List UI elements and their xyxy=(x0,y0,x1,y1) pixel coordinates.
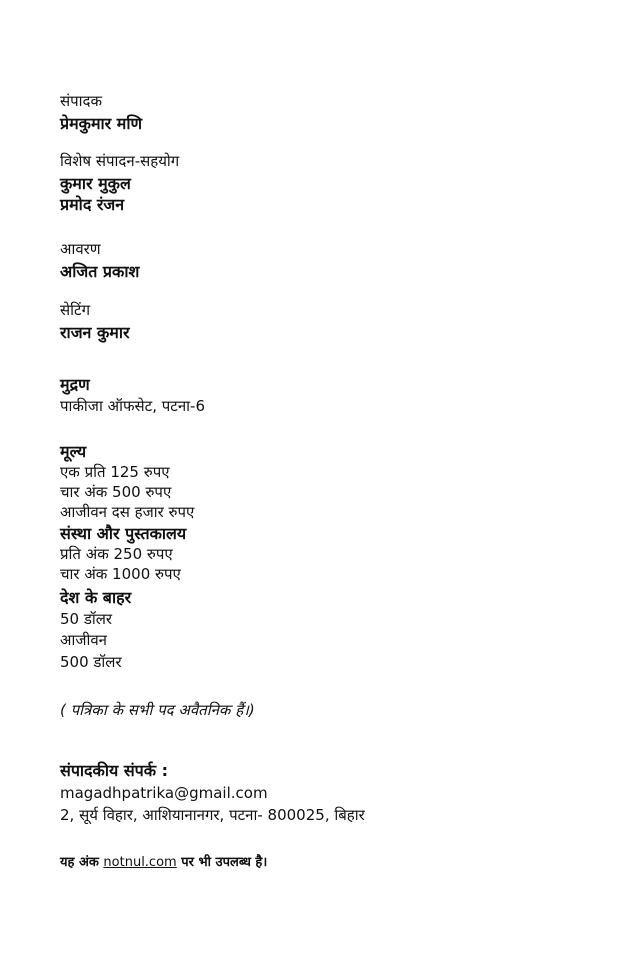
editor-label: संपादक xyxy=(60,92,103,110)
special-editing-label: विशेष संपादन-सहयोग xyxy=(60,152,180,170)
setting-label: सेटिंग xyxy=(60,301,91,319)
institutions-heading: संस्था और पुस्तकालय xyxy=(60,524,187,543)
honorary-note: ( पत्रिका के सभी पद अवैतनिक हैं।) xyxy=(60,701,255,719)
contact-address: 2, सूर्य विहार, आशियानानगर, पटना- 800025, बिहार xyxy=(60,806,365,824)
footer-suffix: पर भी उपलब्ध है। xyxy=(181,855,268,870)
special-editing-name: प्रमोद रंजन xyxy=(60,195,125,214)
institutions-line: चार अंक 1000 रुपए xyxy=(60,565,181,583)
special-editing-name: कुमार मुकुल xyxy=(60,174,131,193)
price-line: आजीवन दस हजार रुपए xyxy=(60,503,195,521)
abroad-line: आजीवन xyxy=(60,631,108,649)
price-line: एक प्रति 125 रुपए xyxy=(60,463,170,481)
abroad-line: 500 डॉलर xyxy=(60,653,122,671)
availability-footer xyxy=(60,856,267,869)
price-line: चार अंक 500 रुपए xyxy=(60,483,172,501)
printing-heading: मुद्रण xyxy=(60,375,90,394)
contact-heading: संपादकीय संपर्क : xyxy=(60,761,168,780)
abroad-line: 50 डॉलर xyxy=(60,610,113,628)
cover-name: अजित प्रकाश xyxy=(60,262,140,281)
institutions-line: प्रति अंक 250 रुपए xyxy=(60,545,173,563)
cover-label: आवरण xyxy=(60,240,101,258)
abroad-heading: देश के बाहर xyxy=(60,588,132,607)
editor-name: प्रेमकुमार मणि xyxy=(60,114,143,133)
footer-website-link[interactable]: notnul.com xyxy=(103,855,177,870)
printing-text: पाकीजा ऑफसेट, पटना-6 xyxy=(60,397,205,415)
price-heading: मूल्य xyxy=(60,442,87,461)
contact-email[interactable]: magadhpatrika@gmail.com xyxy=(60,784,268,802)
footer-prefix: यह अंक xyxy=(60,855,99,870)
setting-name: राजन कुमार xyxy=(60,323,130,342)
